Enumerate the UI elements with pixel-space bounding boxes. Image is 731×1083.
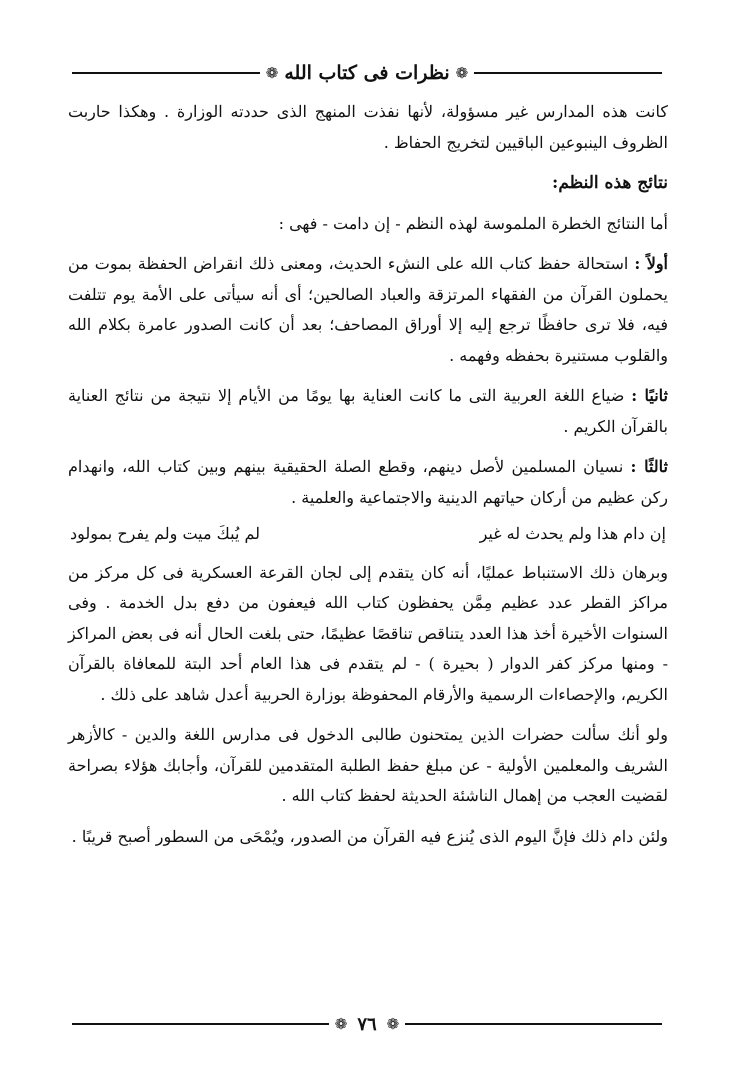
second-text: ضياع اللغة العربية التى ما كانت العناية بها يومًا من الأيام إلا نتيجة من نتائج العناية بالقرآن الكريم . [68,386,668,436]
footer-rule-right [405,1023,662,1025]
first-text: استحالة حفظ كتاب الله على النشء الحديث، ومعنى ذلك انقراض الحفظة بموت من يحملون القرآن من الفقهاء المرتزقة والعباد الصالحين؛ أى أنه سيأتى على الأمة يوم تتلفت فيه، فلا ترى حافظًا ترجع إليه إلا أوراق المصاحف؛ بعد أن كانت الصدور عامرة بكلام الله والقلوب مستنيرة بحفظه وفهمه . [68,254,668,365]
paragraph-third-result [68,452,668,513]
first-label: أولاً : [634,254,669,273]
verse-first-hemistich: إن دام هذا ولم يحدث له غير [479,524,666,543]
flower-ornament-icon: ❁ [455,63,469,82]
header-title: نظرات فى كتاب الله [284,62,450,84]
third-label: ثالثًا : [630,457,669,476]
running-header [72,56,662,90]
third-text: نسيان المسلمين لأصل دينهم، وقطع الصلة الحقيقية بينهم وبين كتاب الله، وانهدام ركن عظيم من أركان حياتهم الدينية والاجتماعية والعلمية . [68,457,668,507]
flower-ornament-icon: ❁ [265,63,279,82]
paragraph-second-result [68,381,668,442]
page-body [68,97,668,862]
footer-rule-left [72,1023,329,1025]
paragraph-conclusion: ولئن دام ذلك فإنَّ اليوم الذى يُنزع فيه القرآن من الصدور، ويُمْحَى من السطور أصبح قريبًا . [71,826,668,846]
paragraph-examiners: ولو أنك سألت حضرات الذين يمتحنون طالبى الدخول فى مدارس اللغة والدين - كالأزهر الشريف والمعلمين الأولية - عن مبلغ حفظ الطلبة المتقدمين للقرآن، وأجابك هؤلاء بصراحة لقضيت العجب من إهمال الناشئة الحديثة لحفظ كتاب الله . [68,725,669,805]
flower-ornament-icon: ❁ [334,1014,348,1033]
poetry-verse [68,519,668,550]
paragraph-intro: أما النتائج الخطرة الملموسة لهذه النظم - إن دامت - فهى : [278,213,668,233]
header-rule-left [72,72,260,74]
paragraph-evidence: وبرهان ذلك الاستنباط عمليًا، أنه كان يتقدم إلى لجان القرعة العسكرية فى كل مركز من مراكز القطر عدد عظيم مِمَّن يحفظون كتاب الله فيعفون من دفع بدل الخدمة . وفى السنوات الأخيرة أخذ هذا العدد يتناقص تناقصًا عظيمًا، حتى بلغت الحال أنه فى بعض المراكز - ومنها مركز كفر الدوار ( بحيرة ) - لم يتقدم فى هذا العام أحد البتة للمعافاة بالقرآن الكريم، والإحصاءات الرسمية والأرقام المحفوظة بوزارة الحربية أعدل شاهد على ذلك . [68,562,668,704]
page-footer [72,1007,662,1041]
page-number: ٧٦ [357,1013,377,1035]
flower-ornament-icon: ❁ [386,1014,400,1033]
section-heading: نتائج هذه النظم: [552,173,668,193]
verse-second-hemistich: لم يُبكَ ميت ولم يفرح بمولود [70,524,261,543]
second-label: ثانيًا : [631,386,668,405]
paragraph-continued: كانت هذه المدارس غير مسؤولة، لأنها نفذت المنهج الذى حددته الوزارة . وهكذا حاربت الظروف الينبوعين الباقيين لتخريج الحفاظ . [68,102,668,152]
paragraph-first-result [68,249,668,371]
header-rule-right [474,72,662,74]
